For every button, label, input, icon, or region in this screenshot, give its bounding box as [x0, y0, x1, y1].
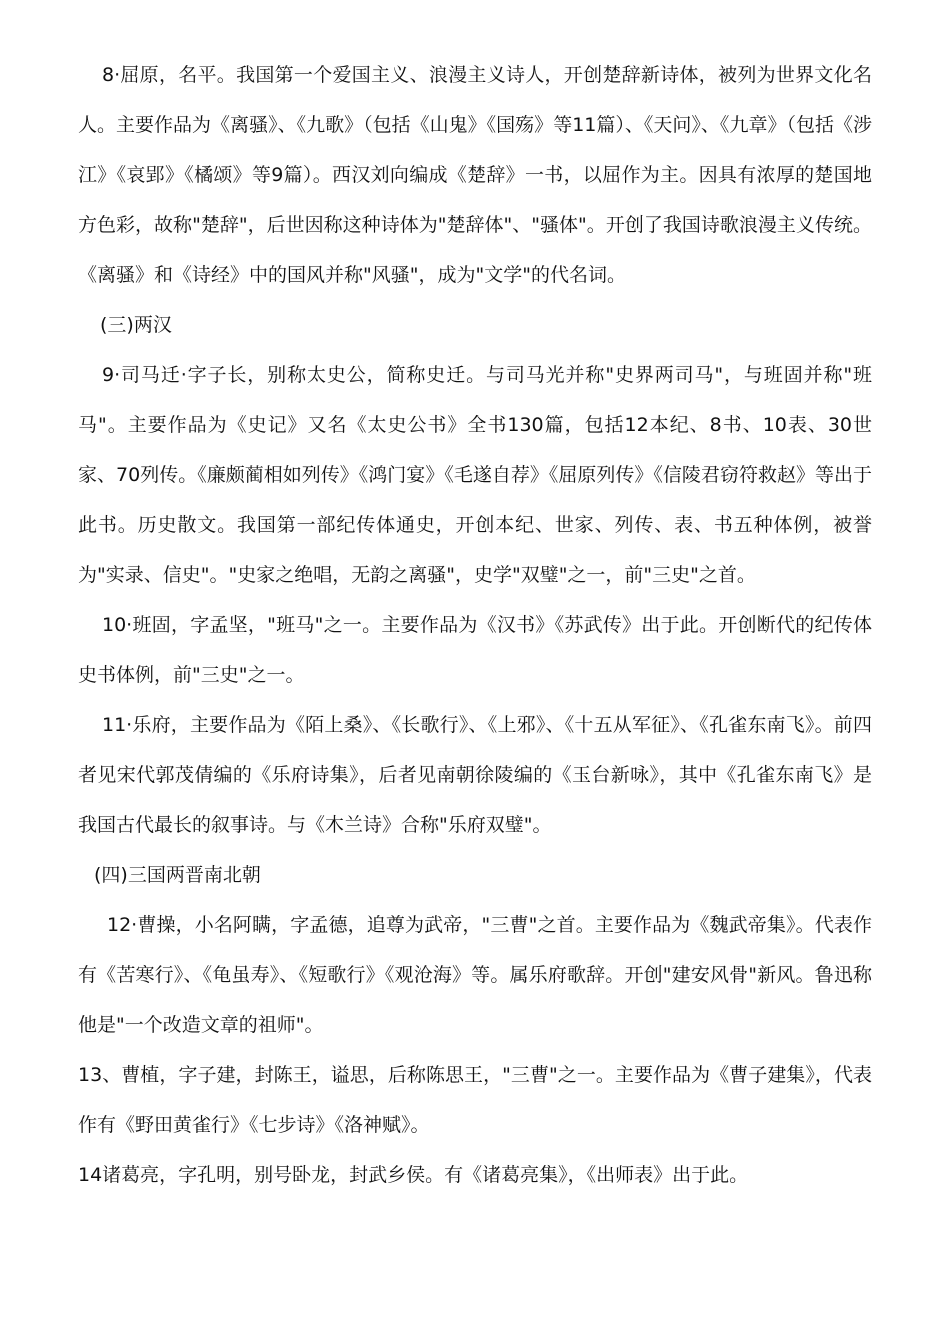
paragraph-qu-yuan: 8·屈原，名平。我国第一个爱国主义、浪漫主义诗人，开创楚辞新诗体，被列为世界文化名人。主要作品为《离骚》、《九歌》（包括《山鬼》《国殇》等11篇）、《天问》、《九章》（包括《涉江》《哀郢》《橘颂》等9篇）。西汉刘向编成《楚辞》一书，以屈作为主。因具有浓厚的楚国地方色彩，故称"楚辞"，后世因称这种诗体为"楚辞体"、"骚体"。开创了我国诗歌浪漫主义传统。《离骚》和《诗经》中的国风并称"风骚"，成为"文学"的代名词。	[78, 64, 872, 286]
paragraph-yuefu: 11·乐府，主要作品为《陌上桑》、《长歌行》、《上邪》、《十五从军征》、《孔雀东南飞》。前四者见宋代郭茂倩编的《乐府诗集》，后者见南朝徐陵编的《玉台新咏》，其中《孔雀东南飞》是我国古代最长的叙事诗。与《木兰诗》合称"乐府双璧"。	[78, 714, 872, 836]
section-heading-three-kingdoms: (四)三国两晋南北朝	[94, 864, 261, 886]
paragraph-cao-cao: 12·曹操，小名阿瞒，字孟德，追尊为武帝，"三曹"之首。主要作品为《魏武帝集》。代表作有《苦寒行》、《龟虽寿》、《短歌行》《观沧海》等。属乐府歌辞。开创"建安风骨"新风。鲁迅称他是"一个改造文章的祖师"。	[78, 914, 872, 1036]
paragraph-sima-qian: 9·司马迁·字子长，别称太史公，简称史迁。与司马光并称"史界两司马"，与班固并称"班马"。主要作品为《史记》又名《太史公书》全书130篇，包括12本纪、8书、10表、30世家、70列传。《廉颇蔺相如列传》《鸿门宴》《毛遂自荐》《屈原列传》《信陵君窃符救赵》等出于此书。历史散文。我国第一部纪传体通史，开创本纪、世家、列传、表、书五种体例，被誉为"实录、信史"。"史家之绝唱，无韵之离骚"，史学"双璧"之一，前"三史"之首。	[78, 364, 872, 586]
paragraph-cao-zhi: 13、曹植，字子建，封陈王，谥思，后称陈思王，"三曹"之一。主要作品为《曹子建集》，代表作有《野田黄雀行》《七步诗》《洛神赋》。	[78, 1064, 872, 1136]
paragraph-ban-gu: 10·班固，字孟坚，"班马"之一。主要作品为《汉书》《苏武传》出于此。开创断代的纪传体史书体例，前"三史"之一。	[78, 614, 872, 686]
section-heading-han: (三)两汉	[100, 314, 172, 336]
paragraph-zhuge-liang: 14诸葛亮，字孔明，别号卧龙，封武乡侯。有《诸葛亮集》，《出师表》出于此。	[78, 1164, 749, 1186]
